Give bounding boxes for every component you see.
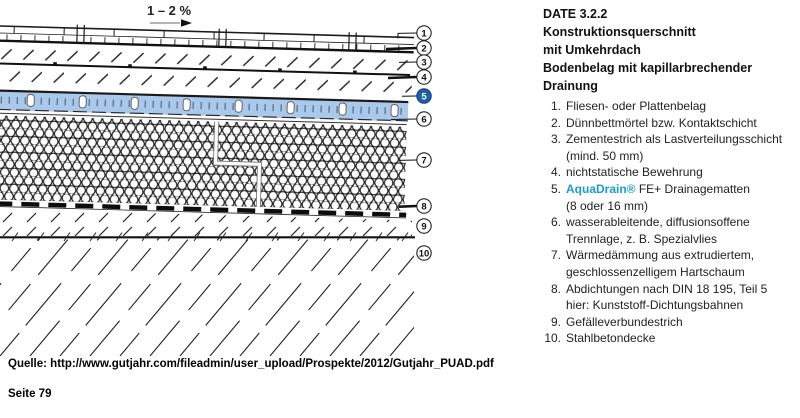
list-item-aquadrain: 5. AquaDrain® FE+ Drainagematten (8 oder 16 mm) (550, 181, 750, 213)
svg-text:6: 6 (421, 114, 427, 126)
svg-text:10: 10 (418, 248, 430, 260)
detail-code: DATE 3.2.2 (543, 7, 608, 21)
slope-arrow-icon (150, 19, 192, 27)
legend-title: DATE 3.2.2 Konstruktionsquerschnitt mit Umkehrdach Bodenbelag mit kapillarbrechender Drainung (543, 5, 800, 95)
brand-name: AquaDrain® (566, 181, 636, 196)
svg-text:4: 4 (421, 72, 427, 84)
legend-list (543, 98, 800, 347)
list-item: 8. Abdichtungen nach DIN 18 195, Teil 5 hier: Kunststoff-Dichtungsbahnen (550, 281, 768, 313)
svg-text:1: 1 (421, 28, 427, 40)
svg-text:2: 2 (421, 43, 427, 55)
list-item: 3. Zementestrich als Lastverteilungsschicht (mind. 50 mm) (550, 132, 783, 163)
svg-text:7: 7 (421, 155, 427, 167)
layer-insulation (0, 115, 407, 210)
svg-text:5: 5 (421, 91, 427, 103)
list-item: 1. Fliesen- oder Plattenbelag (550, 99, 707, 113)
list-item: 6. wasserableitende, diffusionsoffene Trennlage, z. B. Spezialvlies (550, 215, 750, 246)
svg-text:9: 9 (421, 221, 427, 233)
source-url-text: Quelle: http://www.gutjahr.com/fileadmin/user_upload/Prospekte/2012/Gutjahr_PUAD.pdf (8, 358, 494, 370)
callout-9 (417, 219, 431, 233)
list-item: 2. Dünnbettmörtel bzw. Kontaktschicht (550, 115, 757, 130)
list-item: 10. Stahlbetondecke (544, 331, 656, 346)
layer-concrete (0, 237, 460, 356)
list-item: 4. nichtstatische Bewehrung (550, 165, 703, 180)
construction-diagram (0, 0, 460, 358)
list-item: 7. Wärmedämmung aus extrudiertem, geschlossenzelligem Hartschaum (550, 248, 755, 279)
slope-label: 1 – 2 % (147, 3, 192, 18)
legend-panel (543, 5, 800, 347)
page-number: Seite 79 (8, 388, 52, 400)
svg-text:3: 3 (421, 57, 427, 69)
svg-text:8: 8 (421, 201, 427, 213)
list-item: 9. Gefälleverbundestrich (550, 314, 683, 329)
callout-10 (417, 246, 431, 260)
